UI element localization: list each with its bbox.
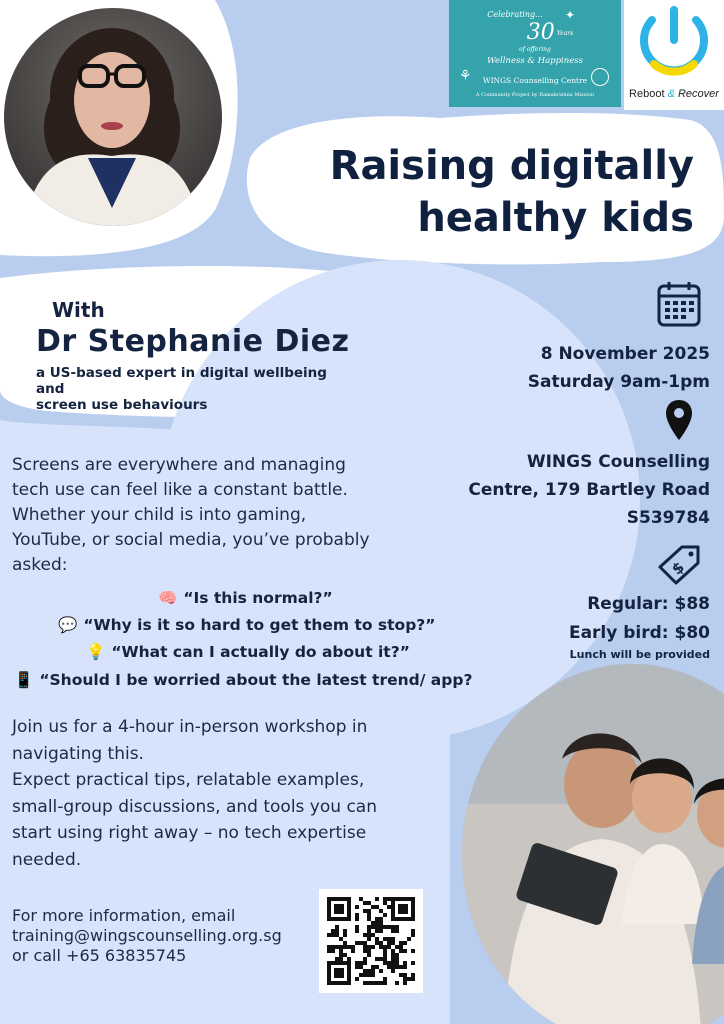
- venue-line-2: Centre, 179 Bartley Road: [468, 480, 710, 500]
- join-line-6: needed.: [12, 849, 82, 870]
- contact-info: [12, 906, 312, 966]
- reboot-recover-logo: [624, 0, 724, 110]
- speaker-desc-line-1: a US-based expert in digital wellbeing and: [36, 365, 327, 397]
- recover-text: Recover: [677, 88, 719, 100]
- intro-line-2: tech use can feel like a constant battle.: [12, 480, 348, 500]
- speaker-description: [36, 365, 356, 413]
- event-datetime: [528, 340, 710, 396]
- question-text: “Is this normal?”: [183, 589, 333, 607]
- intro-line-1: Screens are everywhere and managing: [12, 455, 346, 475]
- brain-icon: 🧠: [158, 589, 178, 607]
- svg-text:$: $: [668, 558, 688, 579]
- wings-years-word: Years: [556, 29, 574, 37]
- poster-title: [294, 140, 694, 244]
- sparkle-icon: ✦: [564, 8, 575, 22]
- intro-line-3: Whether your child is into gaming,: [12, 505, 307, 525]
- speaker-name: Dr Stephanie Diez: [36, 324, 350, 359]
- join-line-3: Expect practical tips, relatable examples,: [12, 770, 365, 790]
- question-text: “Should I be worried about the latest trend/ app?: [39, 671, 473, 689]
- lightbulb-icon: 💡: [86, 643, 106, 661]
- speaker-with-label: With: [52, 298, 105, 322]
- wings-of-offering: of offering: [519, 46, 551, 53]
- join-line-4: small-group discussions, and tools you can: [12, 796, 377, 817]
- qr-code[interactable]: [319, 889, 423, 993]
- power-icon: [624, 0, 724, 86]
- event-time: Saturday 9am-1pm: [527, 372, 710, 392]
- question-text: “What can I actually do about it?”: [111, 643, 410, 661]
- contact-phone[interactable]: or call +65 63835745: [12, 946, 187, 965]
- speaker-photo: [4, 8, 222, 226]
- question-item: [58, 616, 435, 634]
- wings-footer: A Community Project by Ramakrishna Mission: [475, 92, 595, 98]
- calendar-icon: [656, 280, 702, 328]
- contact-email[interactable]: training@wingscounselling.org.sg: [12, 926, 282, 945]
- speaker-desc-line-2: screen use behaviours: [36, 397, 208, 413]
- wings-emblem-icon: [591, 68, 609, 86]
- venue-line-1: WINGS Counselling: [526, 452, 710, 472]
- join-line-1: Join us for a 4-hour in-person workshop in: [12, 717, 368, 737]
- intro-line-4: YouTube, or social media, you’ve probably: [12, 530, 370, 550]
- event-date: 8 November 2025: [540, 344, 710, 364]
- question-item: [86, 643, 410, 661]
- question-item: [158, 589, 333, 607]
- workshop-description: [12, 714, 452, 873]
- wings-tagline: Wellness & Happiness: [486, 56, 584, 66]
- intro-paragraph: [12, 453, 444, 578]
- location-pin-icon: [664, 398, 694, 442]
- price-regular: Regular: $88: [587, 594, 710, 614]
- price-early-bird: Early bird: $80: [568, 623, 710, 643]
- wings-years-number: 30: [526, 20, 555, 45]
- venue-line-3: S539784: [626, 508, 710, 528]
- lunch-note: Lunch will be provided: [569, 648, 710, 661]
- join-line-5: start using right away – no tech expertise: [12, 823, 367, 843]
- question-text: “Why is it so hard to get them to stop?”: [83, 616, 436, 634]
- question-item: [14, 671, 472, 689]
- speech-bubble-icon: 💬: [58, 616, 78, 634]
- wings-name: WINGS Counselling Centre: [482, 76, 588, 85]
- wings-logo: [449, 0, 621, 107]
- mobile-phone-icon: 📱: [14, 671, 34, 689]
- intro-line-5: asked:: [12, 555, 68, 575]
- wings-celebrating-text: Celebrating...: [487, 10, 543, 19]
- wings-figure-icon: ⚘: [459, 68, 472, 84]
- title-line-2: healthy kids: [417, 195, 694, 241]
- event-pricing: [569, 590, 710, 648]
- qr-code-graphic: [319, 889, 423, 993]
- contact-line-1: For more information, email: [12, 906, 236, 925]
- reboot-amp: &: [667, 88, 675, 100]
- title-line-1: Raising digitally: [329, 143, 694, 189]
- event-venue: [468, 448, 710, 532]
- join-line-2: navigating this.: [12, 743, 144, 764]
- reboot-text: Reboot: [629, 88, 665, 100]
- price-tag-icon: [656, 543, 702, 587]
